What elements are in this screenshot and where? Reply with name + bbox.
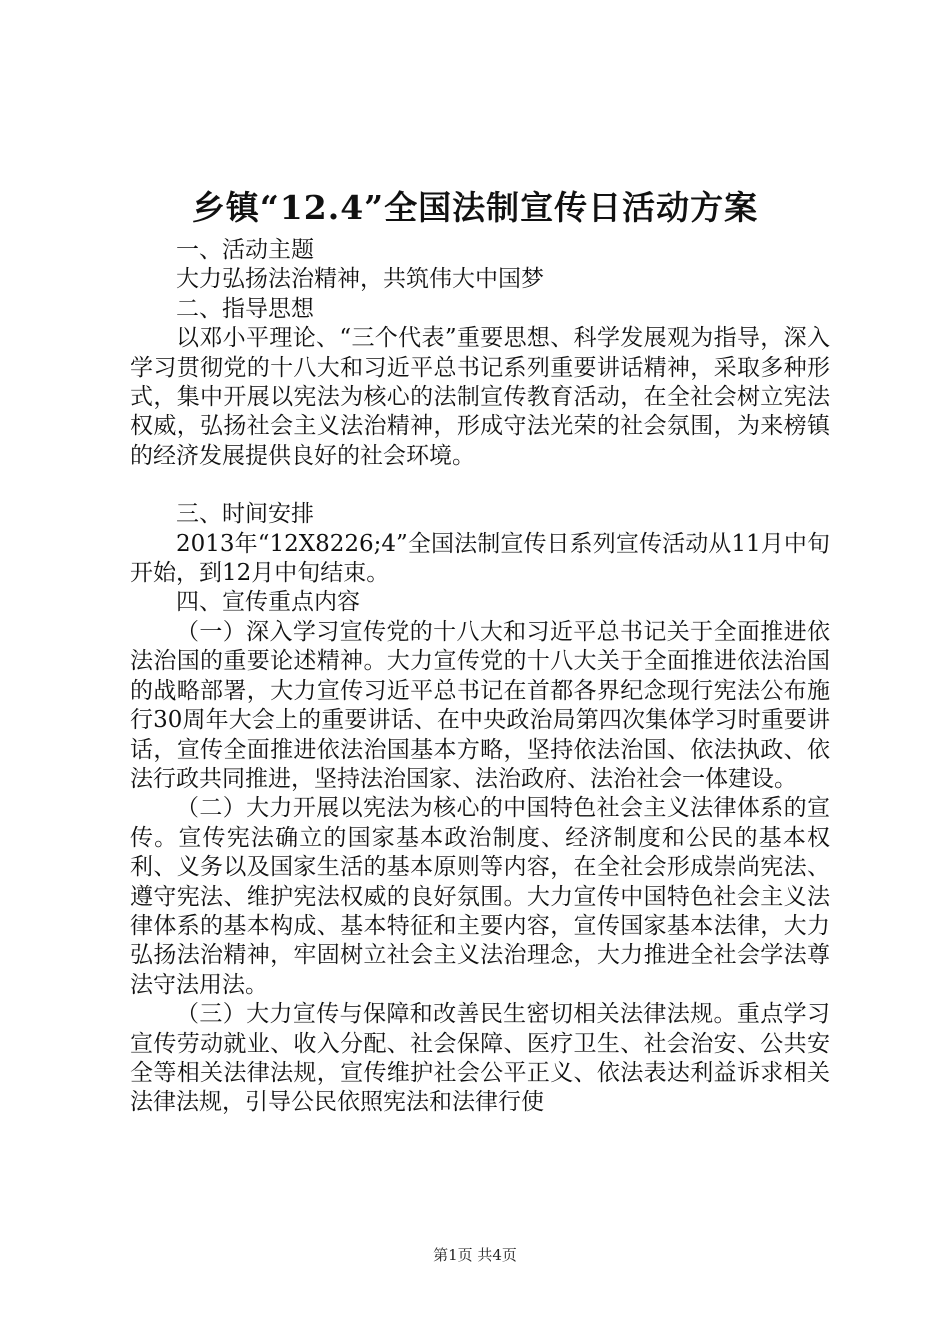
document-body — [130, 236, 830, 1118]
guidance-text: 以邓小平理论、“三个代表”重要思想、科学发展观为指导，深入学习贯彻党的十八大和习近平总书记系列重要讲话精神，采取多种形式，集中开展以宪法为核心的法制宣传教育活动，在全社会树立宪法权威，弘扬社会主义法治精神，形成守法光荣的社会氛围，为来榜镇的经济发展提供良好的社会环境。 — [130, 325, 830, 469]
section-heading-content: 四、宣传重点内容 — [176, 589, 360, 616]
theme-text: 大力弘扬法治精神，共筑伟大中国梦 — [176, 266, 544, 293]
content-item-1: （一）深入学习宣传党的十八大和习近平总书记关于全面推进依法治国的重要论述精神。大力宣传党的十八大关于全面推进依法治国的战略部署，大力宣传习近平总书记在首都各界纪念现行宪法公布施行30周年大会上的重要讲话、在中央政治局第四次集体学习时重要讲话，宣传全面推进依法治国基本方略，坚持依法治国、依法执政、依法行政共同推进，坚持法治国家、法治政府、法治社会一体建设。 — [130, 618, 830, 792]
document-title: 乡镇“12.4”全国法制宣传日活动方案 — [191, 188, 759, 227]
section-heading-schedule: 三、时间安排 — [176, 501, 314, 528]
section-heading-guidance: 二、指导思想 — [176, 295, 314, 322]
page-number-footer: 第1页 共4页 — [433, 1246, 517, 1264]
content-item-3: （三）大力宣传与保障和改善民生密切相关法律法规。重点学习宣传劳动就业、收入分配、社会保障、医疗卫生、社会治安、公共安全等相关法律法规，宣传维护社会公平正义、依法表达利益诉求相关法律法规，引导公民依照宪法和法律行使 — [130, 1001, 830, 1116]
schedule-text: 2013年“12X8226;4”全国法制宣传日系列宣传活动从11月中旬开始，到12月中旬结束。 — [130, 530, 830, 587]
content-item-2: （二）大力开展以宪法为核心的中国特色社会主义法律体系的宣传。宣传宪法确立的国家基本政治制度、经济制度和公民的基本权利、义务以及国家生活的基本原则等内容，在全社会形成崇尚宪法、遵守宪法、维护宪法权威的良好氛围。大力宣传中国特色社会主义法律体系的基本构成、基本特征和主要内容，宣传国家基本法律，大力弘扬法治精神，牢固树立社会主义法治理念，大力推进全社会学法尊法守法用法。 — [130, 795, 830, 998]
section-heading-theme: 一、活动主题 — [176, 237, 314, 263]
